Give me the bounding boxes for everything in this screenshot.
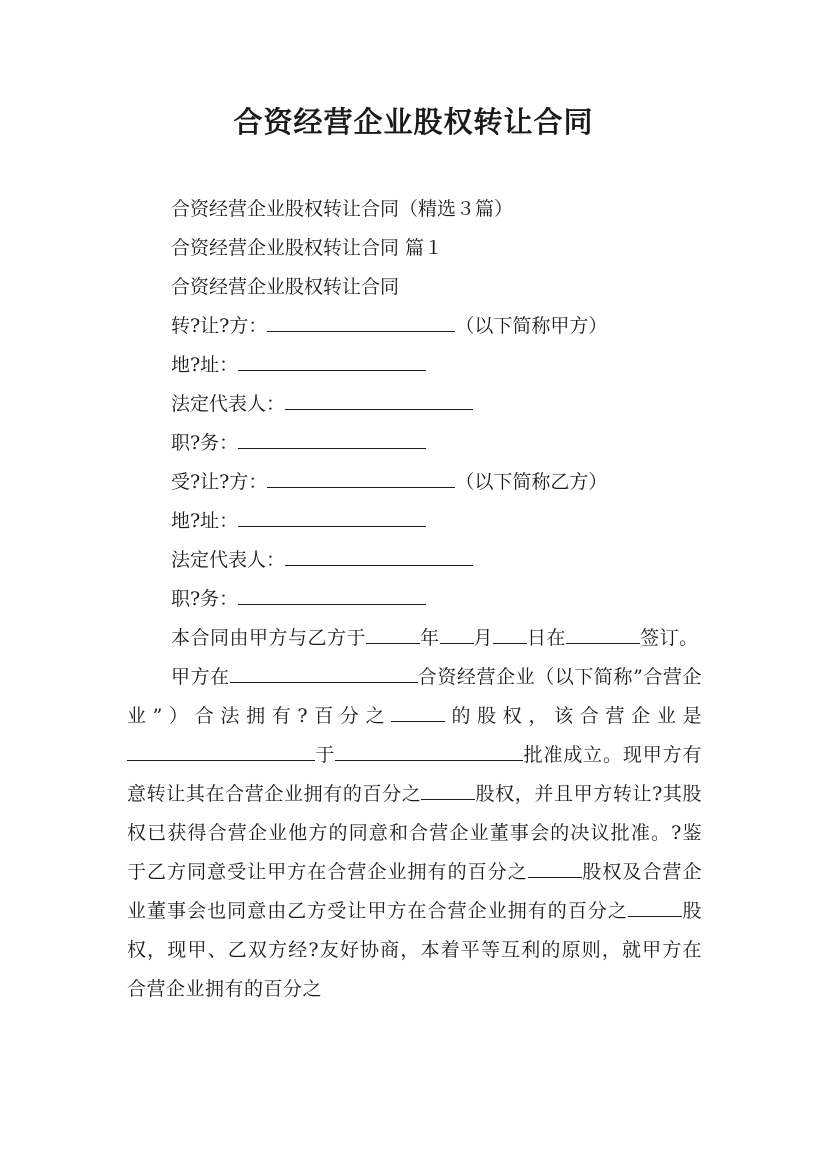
enterprise-blank[interactable]	[230, 658, 418, 683]
year-blank[interactable]	[366, 619, 420, 644]
approval-date-blank[interactable]	[335, 736, 523, 761]
percent-blank[interactable]	[391, 697, 445, 722]
transferee-address-blank[interactable]	[238, 502, 426, 527]
background-paragraph	[127, 658, 702, 1009]
para-text: 本合同由甲方与乙方于	[171, 627, 367, 649]
percent-blank[interactable]	[528, 853, 582, 878]
para-text: 月	[473, 627, 494, 649]
section-heading: 合资经营企业股权转让合同 篇１	[171, 237, 444, 259]
transferee-suffix: （以下简称乙方）	[455, 471, 608, 493]
transferee-line	[127, 463, 702, 502]
address-label: 地?址：	[171, 510, 239, 532]
transferee-legal-rep-line	[127, 541, 702, 580]
para-text: 甲方在	[171, 666, 230, 688]
document-body	[127, 190, 702, 1009]
percent-blank[interactable]	[628, 892, 682, 917]
transferee-address-line	[127, 502, 702, 541]
transferee-label: 受?让?方：	[171, 471, 268, 493]
para-text: 年	[420, 627, 440, 649]
position-label: 职?务：	[171, 588, 239, 610]
transferee-legal-rep-blank[interactable]	[285, 541, 473, 566]
approval-authority-blank[interactable]	[127, 736, 315, 761]
position-label: 职?务：	[171, 432, 239, 454]
address-label: 地?址：	[171, 354, 239, 376]
place-blank[interactable]	[566, 619, 640, 644]
contract-name: 合资经营企业股权转让合同	[171, 276, 400, 298]
subtitle-line: 合资经营企业股权转让合同（精选３篇）	[171, 198, 514, 220]
para-text: 日在	[527, 627, 567, 649]
transferor-position-blank[interactable]	[238, 424, 426, 449]
para-text: 于	[315, 744, 336, 766]
legal-rep-label: 法定代表人：	[171, 393, 286, 415]
para-text: 股权，并且甲方转让?其股权已获得合营企业他方的同意和合营企业董事会的决议批准。?鉴于乙方同意受让甲方在合营企业拥有的百分之	[127, 783, 702, 883]
transferor-suffix: （以下简称甲方）	[455, 315, 608, 337]
para-text: 的股权，该合营企业是	[445, 705, 702, 727]
day-blank[interactable]	[493, 619, 527, 644]
percent-blank[interactable]	[421, 775, 475, 800]
para-text: 合资经营企业（以下简称”合营企业”）合法拥有?百分之	[127, 666, 702, 727]
transferor-blank[interactable]	[267, 307, 455, 332]
para-text: 股权，现甲、乙双方经?友好协商，本着平等互利的原则，就甲方在合营企业拥有的百分之	[127, 900, 702, 1000]
legal-rep-label: 法定代表人：	[171, 549, 286, 571]
para-text: 签订。	[640, 627, 699, 649]
transferee-blank[interactable]	[267, 463, 455, 488]
transferee-position-line	[127, 580, 702, 619]
document-title: 合资经营企业股权转让合同	[233, 105, 594, 139]
transferor-label: 转?让?方：	[171, 315, 268, 337]
transferor-legal-rep-line	[127, 385, 702, 424]
transferor-position-line	[127, 424, 702, 463]
transferor-address-line	[127, 346, 702, 385]
month-blank[interactable]	[440, 619, 474, 644]
transferor-line	[127, 307, 702, 346]
para-text: 批准成立。现甲方有意转让其在合营企业拥有的百分之	[127, 744, 702, 805]
transferor-address-blank[interactable]	[238, 346, 426, 371]
para-text: 股权及合营企业董事会也同意由乙方受让甲方在合营企业拥有的百分之	[127, 861, 702, 922]
signing-paragraph	[127, 619, 702, 658]
transferor-legal-rep-blank[interactable]	[285, 385, 473, 410]
transferee-position-blank[interactable]	[238, 580, 426, 605]
